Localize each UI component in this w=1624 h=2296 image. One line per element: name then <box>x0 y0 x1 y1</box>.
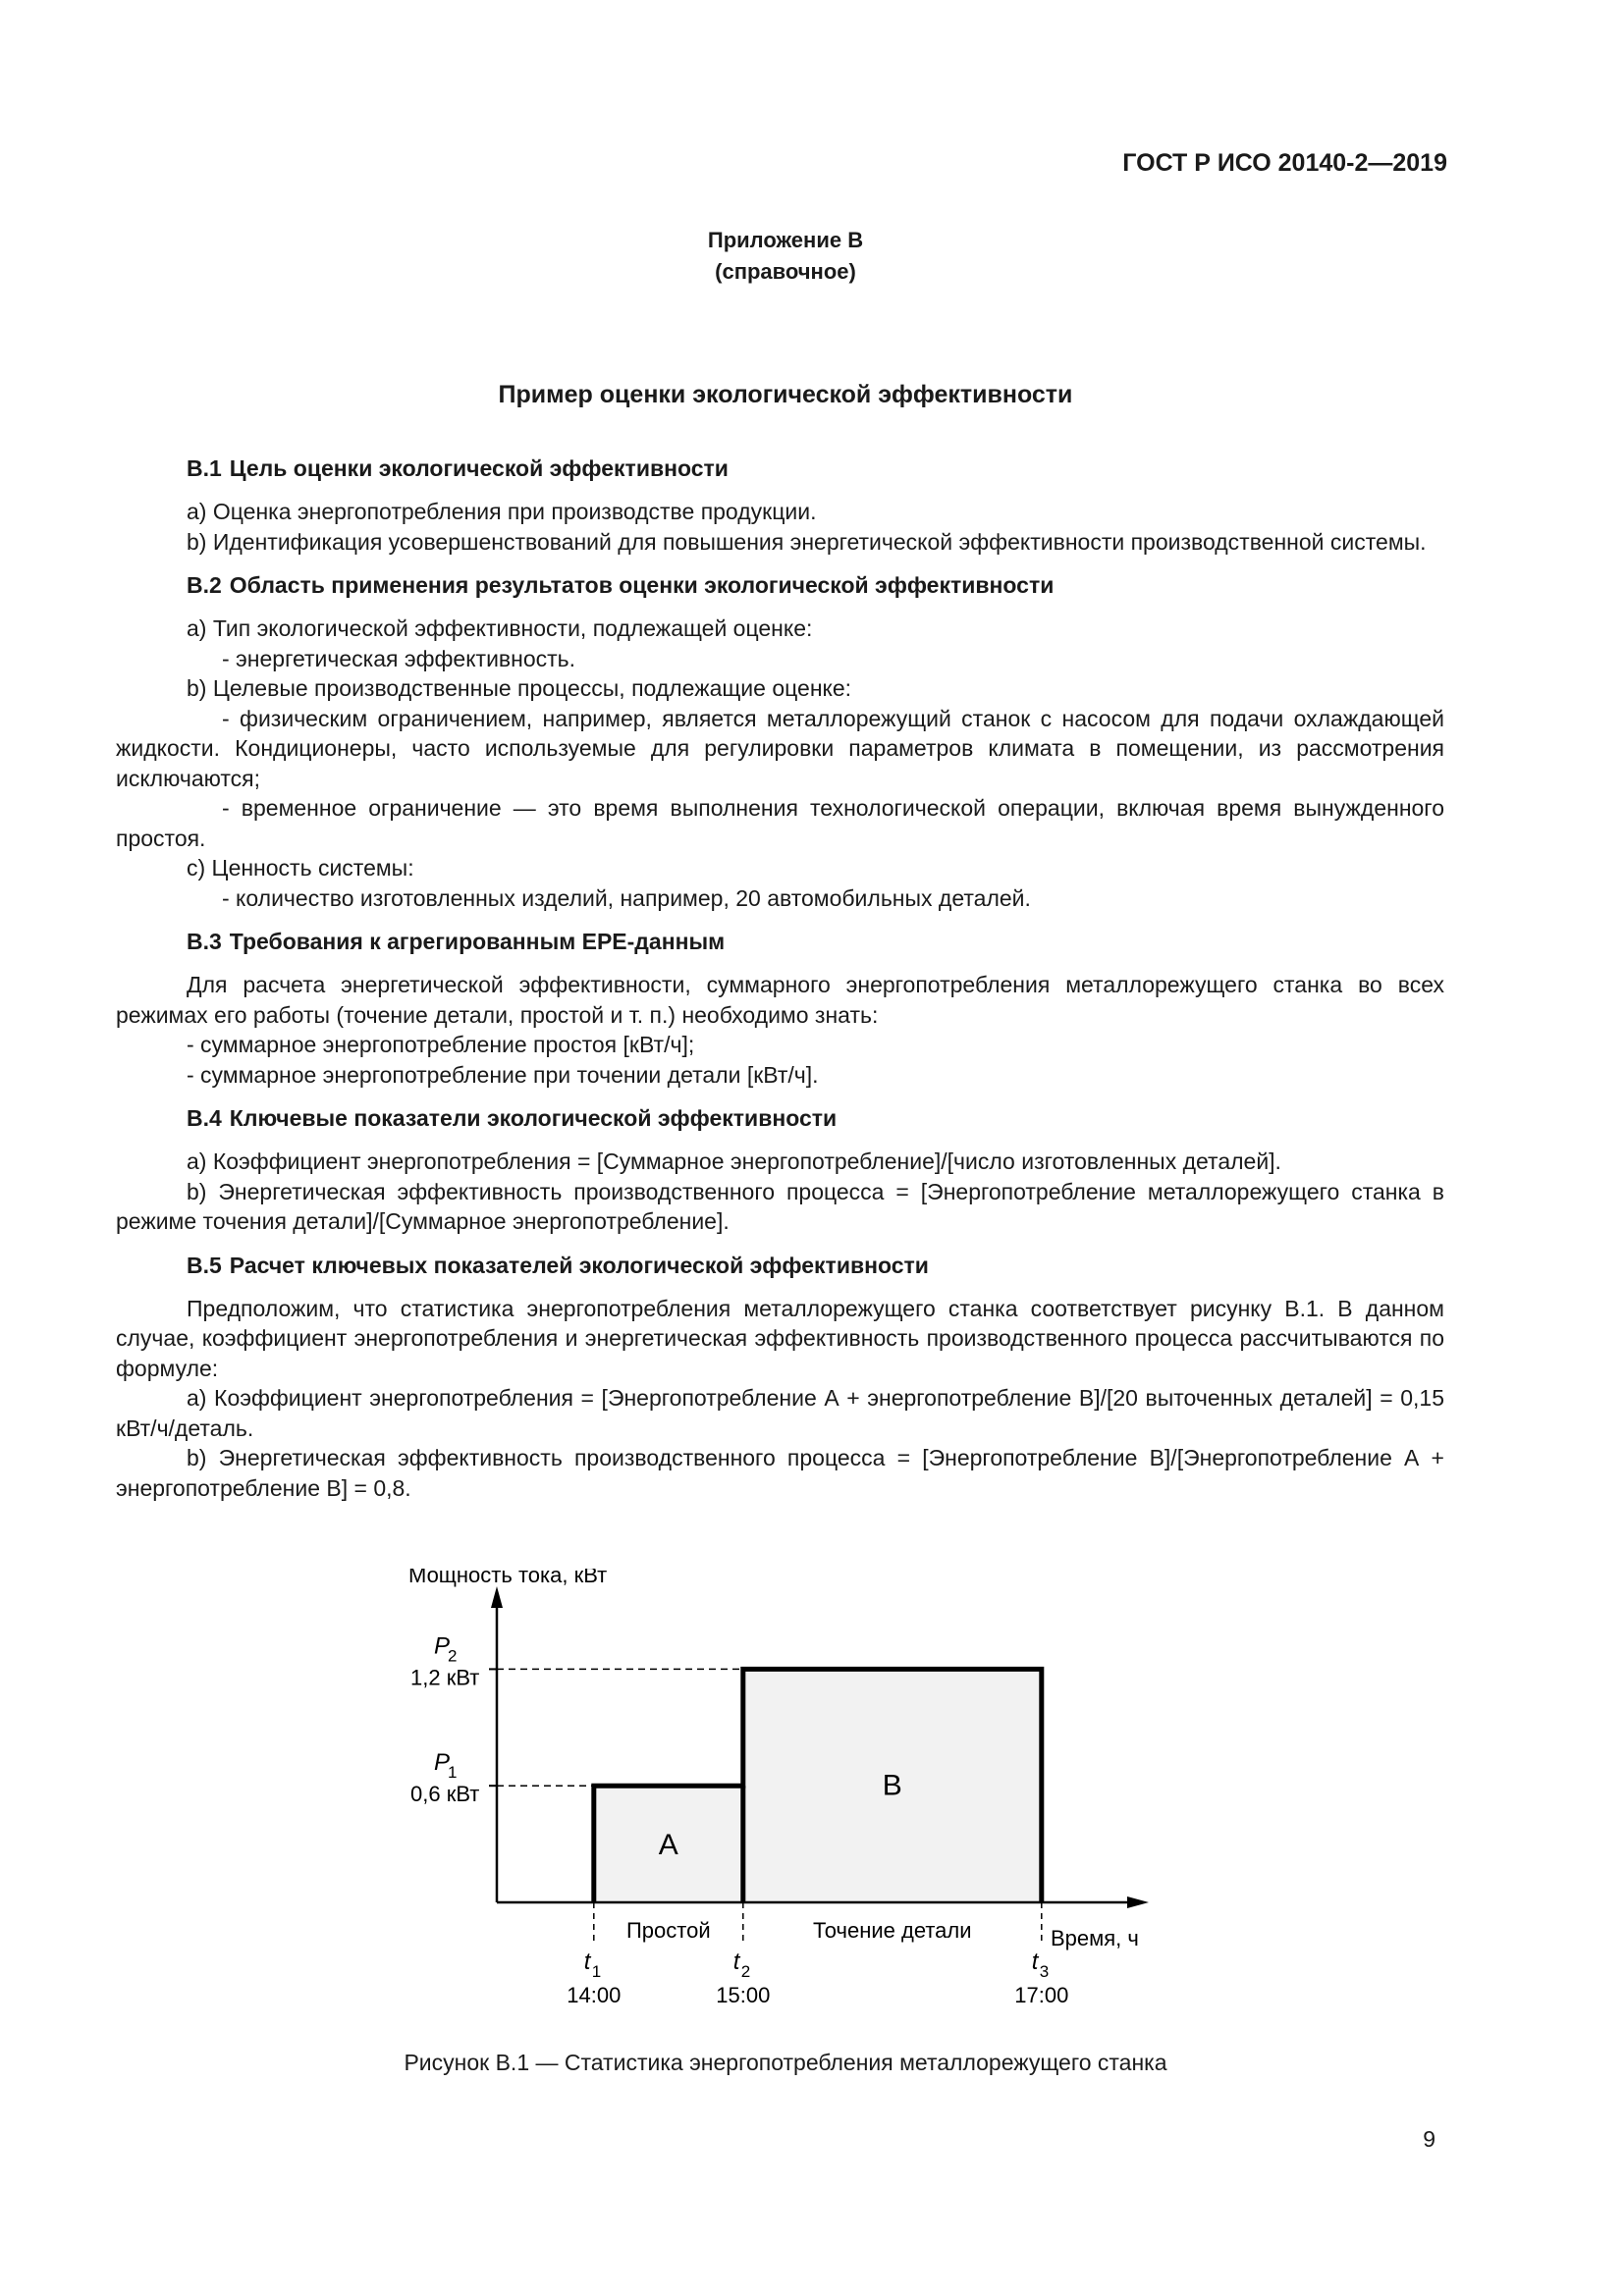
paragraph: a) Тип экологической эффективности, подлежащей оценке: <box>187 615 813 641</box>
x-tick-symbol: t <box>1031 1949 1039 1975</box>
list-item: - энергетическая эффективность. <box>222 645 576 671</box>
section-title: Цель оценки экологической эффективности <box>229 455 729 481</box>
paragraph: c) Ценность системы: <box>187 855 414 881</box>
y-axis-label: Мощность тока, кВт <box>408 1569 608 1587</box>
section-title: Требования к агрегированным EPE-данным <box>229 929 726 954</box>
document-body <box>116 454 1444 1503</box>
section-title: Ключевые показатели экологической эффективности <box>229 1105 838 1131</box>
x-tick-time: 15:00 <box>716 1983 771 2007</box>
section-number: В.2 <box>187 572 222 598</box>
list-item: - суммарное энергопотребление простоя [кВт/ч]; <box>187 1032 695 1057</box>
section-number: В.5 <box>187 1252 222 1278</box>
list-item: - физическим ограничением, например, является металлорежущий станок с насосом для подачи охлаждающей жидкости. Кондиционеры, часто используемые для регулировки параметров климата в помещении, из рассмотрения исключаются; <box>116 705 1444 791</box>
x-tick-symbol: t <box>583 1949 591 1975</box>
x-tick-symbol: t <box>732 1949 740 1975</box>
paragraph: a) Коэффициент энергопотребления = [Энергопотребление А + энергопотребление В]/[20 выточенных деталей] = 0,15 кВт/ч/деталь. <box>116 1385 1444 1441</box>
paragraph: b) Целевые производственные процессы, подлежащие оценке: <box>187 675 852 701</box>
section-heading-b2 <box>187 570 1444 600</box>
phase-label: Точение детали <box>813 1918 972 1943</box>
y-tick-value: 1,2 кВт <box>410 1665 480 1690</box>
x-tick-time: 14:00 <box>567 1983 622 2007</box>
paragraph: Предположим, что статистика энергопотребления металлорежущего станка соответствует рисунку В.1. В данном случае, коэффициент энергопотребления и энергетическая эффективность производственного процесса рассчитываются по формуле: <box>116 1295 1444 1381</box>
annex-kind: (справочное) <box>715 259 856 284</box>
x-tick-subscript: 1 <box>591 1962 602 1981</box>
section-number: В.1 <box>187 455 222 481</box>
list-item: - суммарное энергопотребление при точении детали [кВт/ч]. <box>187 1061 819 1088</box>
y-tick-symbol: P <box>434 1749 451 1777</box>
section-heading-b3 <box>187 927 1444 956</box>
section-heading-b4 <box>187 1103 1444 1133</box>
x-axis-arrow <box>1127 1896 1149 1908</box>
y-axis-arrow <box>491 1586 503 1608</box>
list-item: - количество изготовленных изделий, например, 20 автомобильных деталей. <box>222 884 1031 911</box>
paragraph: Для расчета энергетической эффективности, суммарного энергопотребления металлорежущего станка во всех режимах его работы (точение детали, простой и т. п.) необходимо знать: <box>116 972 1444 1028</box>
paragraph: a) Оценка энергопотребления при производстве продукции. <box>187 499 817 524</box>
section-title: Расчет ключевых показателей экологической эффективности <box>229 1252 929 1278</box>
y-tick-subscript: 1 <box>448 1763 458 1783</box>
main-title: Пример оценки экологической эффективности <box>498 381 1073 408</box>
section-number: В.4 <box>187 1105 222 1131</box>
paragraph: b) Энергетическая эффективность производственного процесса = [Энергопотребление металлорежущего станка в режиме точения детали]/[Суммарное энергопотребление]. <box>116 1178 1444 1234</box>
y-tick-symbol: P <box>434 1632 451 1660</box>
document-header: ГОСТ Р ИСО 20140-2—2019 <box>1122 149 1447 177</box>
paragraph: b) Энергетическая эффективность производственного процесса = [Энергопотребление В]/[Энергопотребление А + энергопотребление В] = 0,8. <box>116 1445 1444 1501</box>
segment-label: A <box>658 1829 678 1862</box>
x-tick-subscript: 2 <box>740 1962 751 1981</box>
list-item: - временное ограничение — это время выполнения технологической операции, включая время вынужденного простоя. <box>116 795 1444 851</box>
figure-caption: Рисунок В.1 — Статистика энергопотребления металлорежущего станка <box>404 2050 1167 2075</box>
section-title: Область применения результатов оценки экологической эффективности <box>229 572 1055 598</box>
segment-label: B <box>882 1769 902 1802</box>
x-tick-time: 17:00 <box>1014 1983 1069 2007</box>
phase-label: Простой <box>625 1918 711 1943</box>
section-heading-b5 <box>187 1251 1444 1280</box>
annex-title: Приложение В <box>707 228 864 252</box>
energy-chart <box>383 1569 1168 2020</box>
paragraph: a) Коэффициент энергопотребления = [Суммарное энергопотребление]/[число изготовленных деталей]. <box>187 1148 1281 1174</box>
x-tick-subscript: 3 <box>1039 1962 1050 1981</box>
section-number: В.3 <box>187 929 222 954</box>
y-tick-value: 0,6 кВт <box>410 1782 480 1807</box>
x-axis-label: Время, ч <box>1051 1926 1139 1950</box>
page-number: 9 <box>1423 2126 1435 2152</box>
energy-chart-figure <box>383 1569 1168 2020</box>
paragraph: b) Идентификация усовершенствований для повышения энергетической эффективности производственной системы. <box>187 528 1427 555</box>
y-tick-subscript: 2 <box>448 1646 458 1666</box>
section-heading-b1 <box>187 454 1444 483</box>
